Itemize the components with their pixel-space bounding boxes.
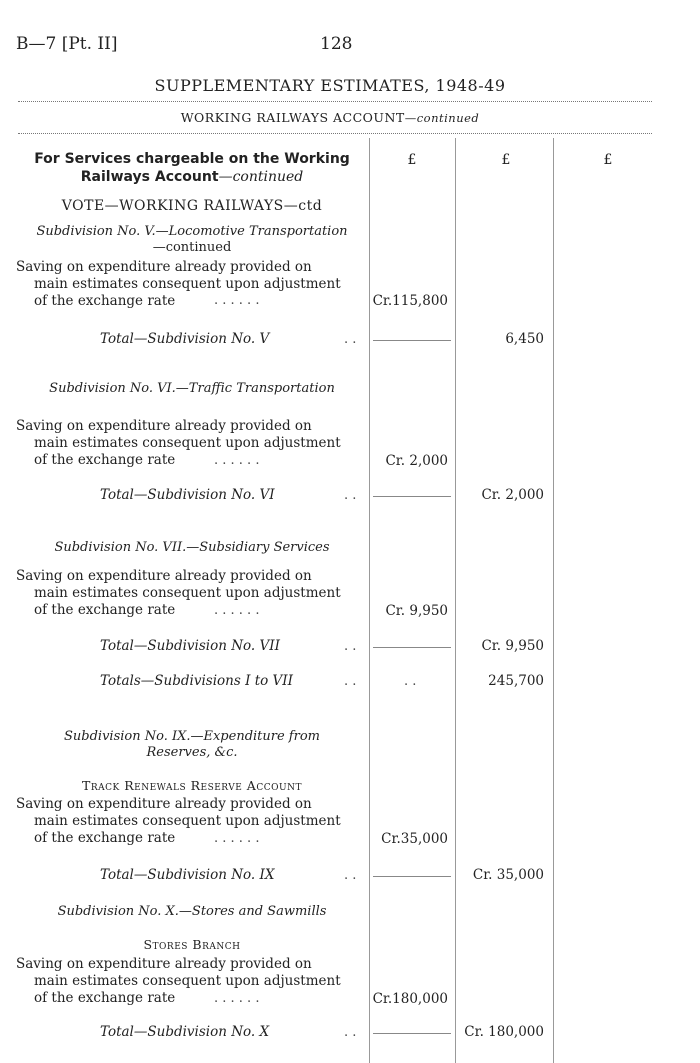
- leader-dots: . . . . . .: [214, 293, 260, 308]
- column-header-2: £: [501, 152, 511, 168]
- subdivision-heading: Subdivision No. V.—Locomotive Transportation —continued: [36, 224, 348, 255]
- total-value: Cr. 9,950: [481, 638, 544, 654]
- subdivision-heading: Subdivision No. IX.—Expenditure from Reserves, &c.: [63, 729, 320, 760]
- section-heading: For Services chargeable on the Working Railways Account—continued: [34, 151, 350, 185]
- saving-paragraph: Saving on expenditure already provided on main estimates consequent upon adjustment of the exchange rate: [16, 259, 341, 309]
- subdivision-heading: Subdivision No. VI.—Traffic Transportation: [49, 381, 335, 396]
- page-number: 128: [320, 34, 353, 54]
- leader-dots: . .: [344, 1025, 357, 1040]
- sum-rule: [373, 876, 451, 877]
- leader-dots: . .: [344, 488, 357, 503]
- sum-rule: [373, 1033, 451, 1034]
- leader-dots: . .: [344, 332, 357, 347]
- amount: Cr.115,800: [372, 293, 448, 309]
- leader-dots: . . . . . .: [214, 831, 260, 846]
- column-rule: [455, 138, 456, 1063]
- sum-rule: [373, 496, 451, 497]
- branch-heading: Stores Branch: [143, 937, 241, 952]
- leader-dots: . . . . . .: [214, 603, 260, 618]
- saving-paragraph: Saving on expenditure already provided on main estimates consequent upon adjustment of the exchange rate: [16, 796, 341, 846]
- column-rule: [369, 138, 370, 1063]
- subdivision-heading: Subdivision No. VII.—Subsidiary Services: [54, 540, 330, 555]
- leader-dots: . .: [404, 674, 417, 689]
- total-value: 6,450: [505, 331, 544, 347]
- total-label: Total—Subdivision No. X: [100, 1024, 270, 1040]
- total-label: Total—Subdivision No. VI: [100, 487, 275, 503]
- column-header-3: £: [603, 152, 613, 168]
- saving-paragraph: Saving on expenditure already provided on main estimates consequent upon adjustment of the exchange rate: [16, 568, 341, 618]
- total-label: Total—Subdivision No. V: [100, 331, 270, 347]
- divider: [18, 101, 652, 102]
- vote-title: VOTE—WORKING RAILWAYS—ctd: [61, 198, 323, 214]
- total-label: Total—Subdivision No. IX: [100, 867, 275, 883]
- sum-rule: [373, 340, 451, 341]
- account-heading: Track Renewals Reserve Account: [82, 778, 302, 793]
- total-value: Cr. 2,000: [481, 487, 544, 503]
- totals-label: Totals—Subdivisions I to VII: [100, 673, 293, 689]
- leader-dots: . . . . . .: [214, 991, 260, 1006]
- amount: Cr.35,000: [381, 831, 448, 847]
- total-value: Cr. 180,000: [464, 1024, 544, 1040]
- amount: Cr. 9,950: [385, 603, 448, 619]
- sum-rule: [373, 647, 451, 648]
- column-header-1: £: [407, 152, 417, 168]
- page-title: SUPPLEMENTARY ESTIMATES, 1948-49: [154, 76, 506, 95]
- subdivision-heading: Subdivision No. X.—Stores and Sawmills: [57, 904, 327, 919]
- leader-dots: . .: [344, 674, 357, 689]
- leader-dots: . .: [344, 639, 357, 654]
- page-reference: B—7 [Pt. II]: [16, 34, 118, 54]
- total-label: Total—Subdivision No. VII: [100, 638, 280, 654]
- saving-paragraph: Saving on expenditure already provided on main estimates consequent upon adjustment of the exchange rate: [16, 956, 341, 1006]
- account-subtitle: WORKING RAILWAYS ACCOUNT—continued: [180, 110, 480, 125]
- total-value: Cr. 35,000: [472, 867, 544, 883]
- amount: Cr.180,000: [372, 991, 448, 1007]
- leader-dots: . . . . . .: [214, 453, 260, 468]
- divider: [18, 133, 652, 134]
- amount: Cr. 2,000: [385, 453, 448, 469]
- saving-paragraph: Saving on expenditure already provided on main estimates consequent upon adjustment of the exchange rate: [16, 418, 341, 468]
- column-rule: [553, 138, 554, 1063]
- leader-dots: . .: [344, 868, 357, 883]
- totals-value: 245,700: [488, 673, 544, 689]
